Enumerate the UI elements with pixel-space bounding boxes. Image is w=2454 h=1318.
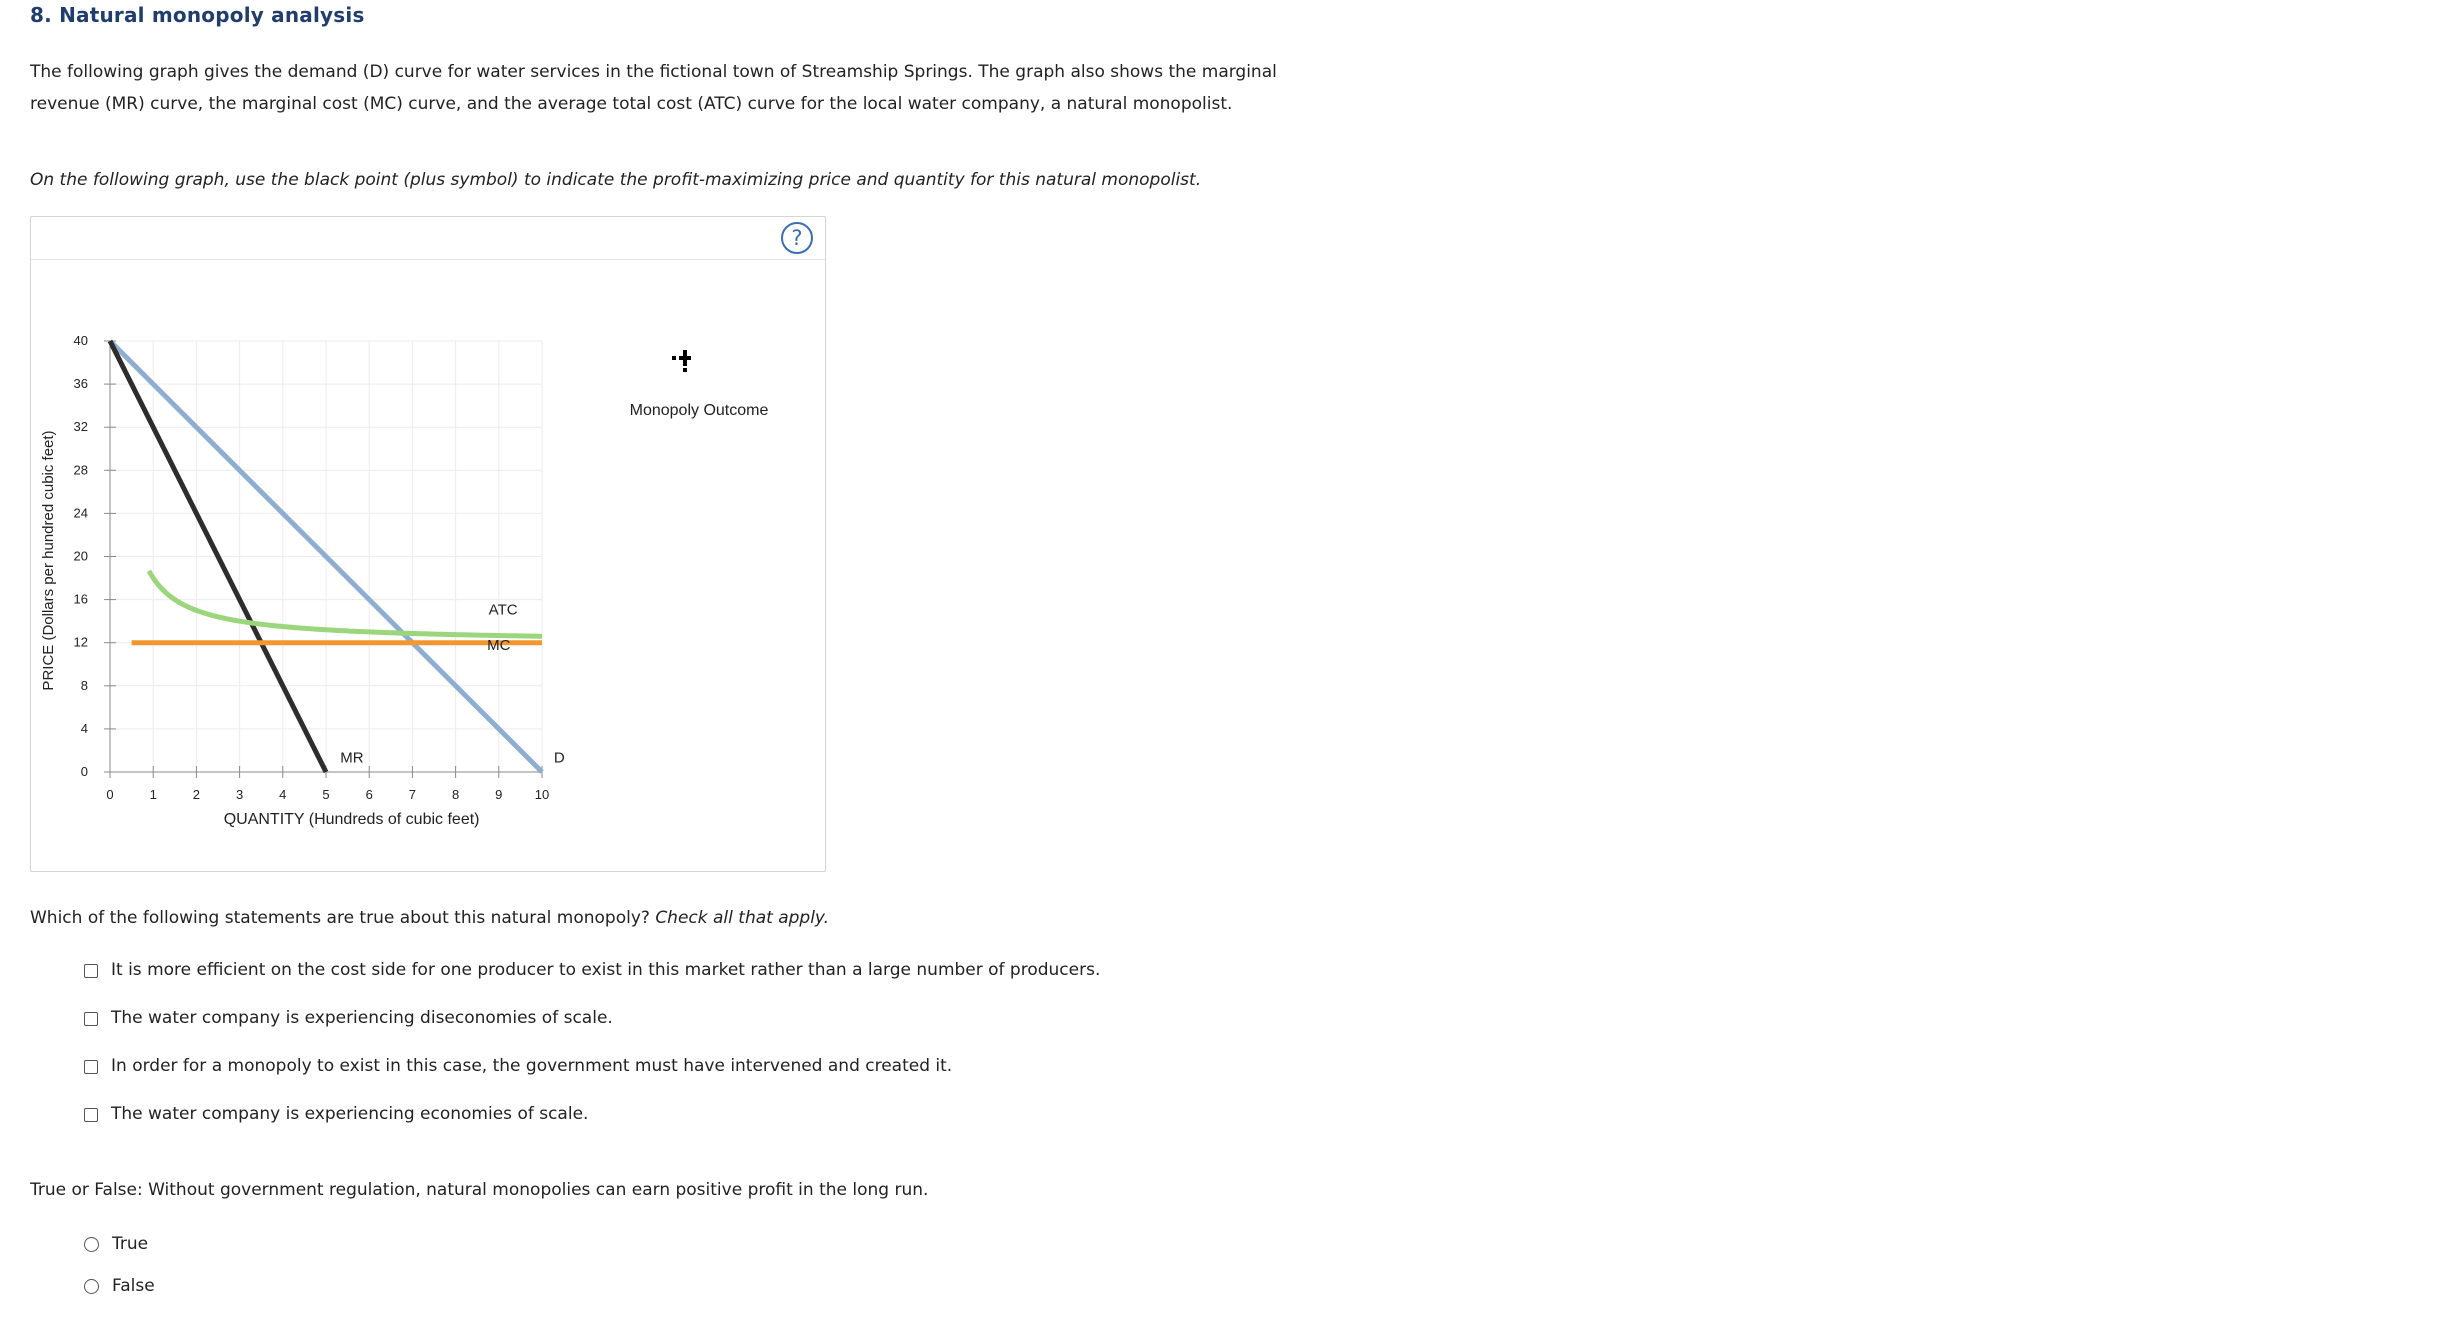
check-all-question [30,908,829,928]
help-icon[interactable]: ? [781,222,813,254]
y-tick-label: 32 [73,419,88,435]
radio-button[interactable] [84,1237,99,1252]
question-text: Which of the following statements are true about this natural monopoly? [30,908,656,928]
option-label: It is more efficient on the cost side for one producer to exist in this market rather than a large number of producers. [111,960,1101,980]
graph-instruction: On the following graph, use the black point (plus symbol) to indicate the profit-maximizing price and quantity for this natural monopolist. [30,170,1202,190]
y-tick-label: 28 [73,462,88,478]
question-emphasis: Check all that apply. [655,908,830,928]
axes [74,333,550,802]
x-tick-label: 3 [235,787,244,802]
y-axis-label: PRICE (Dollars per hundred cubic feet) [40,430,57,691]
plus-point-tool[interactable] [670,346,700,376]
checkbox[interactable] [84,1108,98,1122]
y-tick-label: 24 [73,505,88,521]
radio-false[interactable] [84,1276,155,1318]
option-diseconomies[interactable] [84,1008,1100,1056]
mc-label: MC [487,637,511,655]
x-tick-label: 4 [279,787,287,802]
y-tick-label: 40 [73,333,88,348]
option-label: The water company is experiencing economies of scale. [111,1104,589,1124]
x-tick-label: 7 [408,787,417,802]
x-tick-label: 10 [534,787,550,802]
checkbox[interactable] [84,1012,98,1026]
checkbox-options [84,960,1100,1152]
x-tick-label: 0 [106,787,114,802]
x-tick-label: 5 [322,787,330,802]
option-government-created[interactable] [84,1056,1100,1104]
x-tick-label: 8 [451,787,460,802]
x-tick-label: 6 [365,787,373,802]
y-tick-label: 36 [73,376,88,392]
x-axis-label: QUANTITY (Hundreds of cubic feet) [223,811,480,828]
checkbox[interactable] [84,1060,98,1074]
graph-panel [30,216,826,872]
y-tick-label: 16 [73,591,88,607]
option-cost-efficiency[interactable] [84,960,1100,1008]
option-economies[interactable] [84,1104,1100,1152]
intro-text: The following graph gives the demand (D) curve for water services in the fictional town of Streamship Springs. The graph also shows the marginal revenue (MR) curve, the marginal cost (MC) curve, and the average total cost (ATC) curve for the local water company, a natural monopolist. [30,62,1277,114]
x-tick-label: 2 [192,787,201,802]
radio-label: True [112,1234,149,1254]
y-tick-label: 4 [80,720,88,736]
x-tick-label: 9 [495,787,503,802]
x-tick-label: 1 [149,787,157,802]
true-false-question: True or False: Without government regulation, natural monopolies can earn positive profit in the long run. [30,1180,929,1200]
y-tick-label: 8 [80,677,88,693]
monopoly-outcome-label: Monopoly Outcome [629,402,769,419]
mr-label: MR [340,749,364,767]
chart-area [31,217,825,871]
atc-curve [149,571,542,636]
option-label: In order for a monopoly to exist in this case, the government must have intervened and created it. [111,1056,953,1076]
y-tick-label: 20 [73,548,88,564]
d-label: D [553,749,565,767]
y-tick-label: 0 [80,764,88,779]
option-label: The water company is experiencing diseconomies of scale. [111,1008,613,1028]
radio-true[interactable] [84,1234,155,1276]
atc-label: ATC [488,601,518,619]
question-heading: 8. Natural monopoly analysis [30,3,365,27]
checkbox[interactable] [84,964,98,978]
radio-button[interactable] [84,1279,99,1294]
radio-options [84,1234,155,1318]
y-tick-label: 12 [73,634,88,650]
radio-label: False [112,1276,155,1296]
